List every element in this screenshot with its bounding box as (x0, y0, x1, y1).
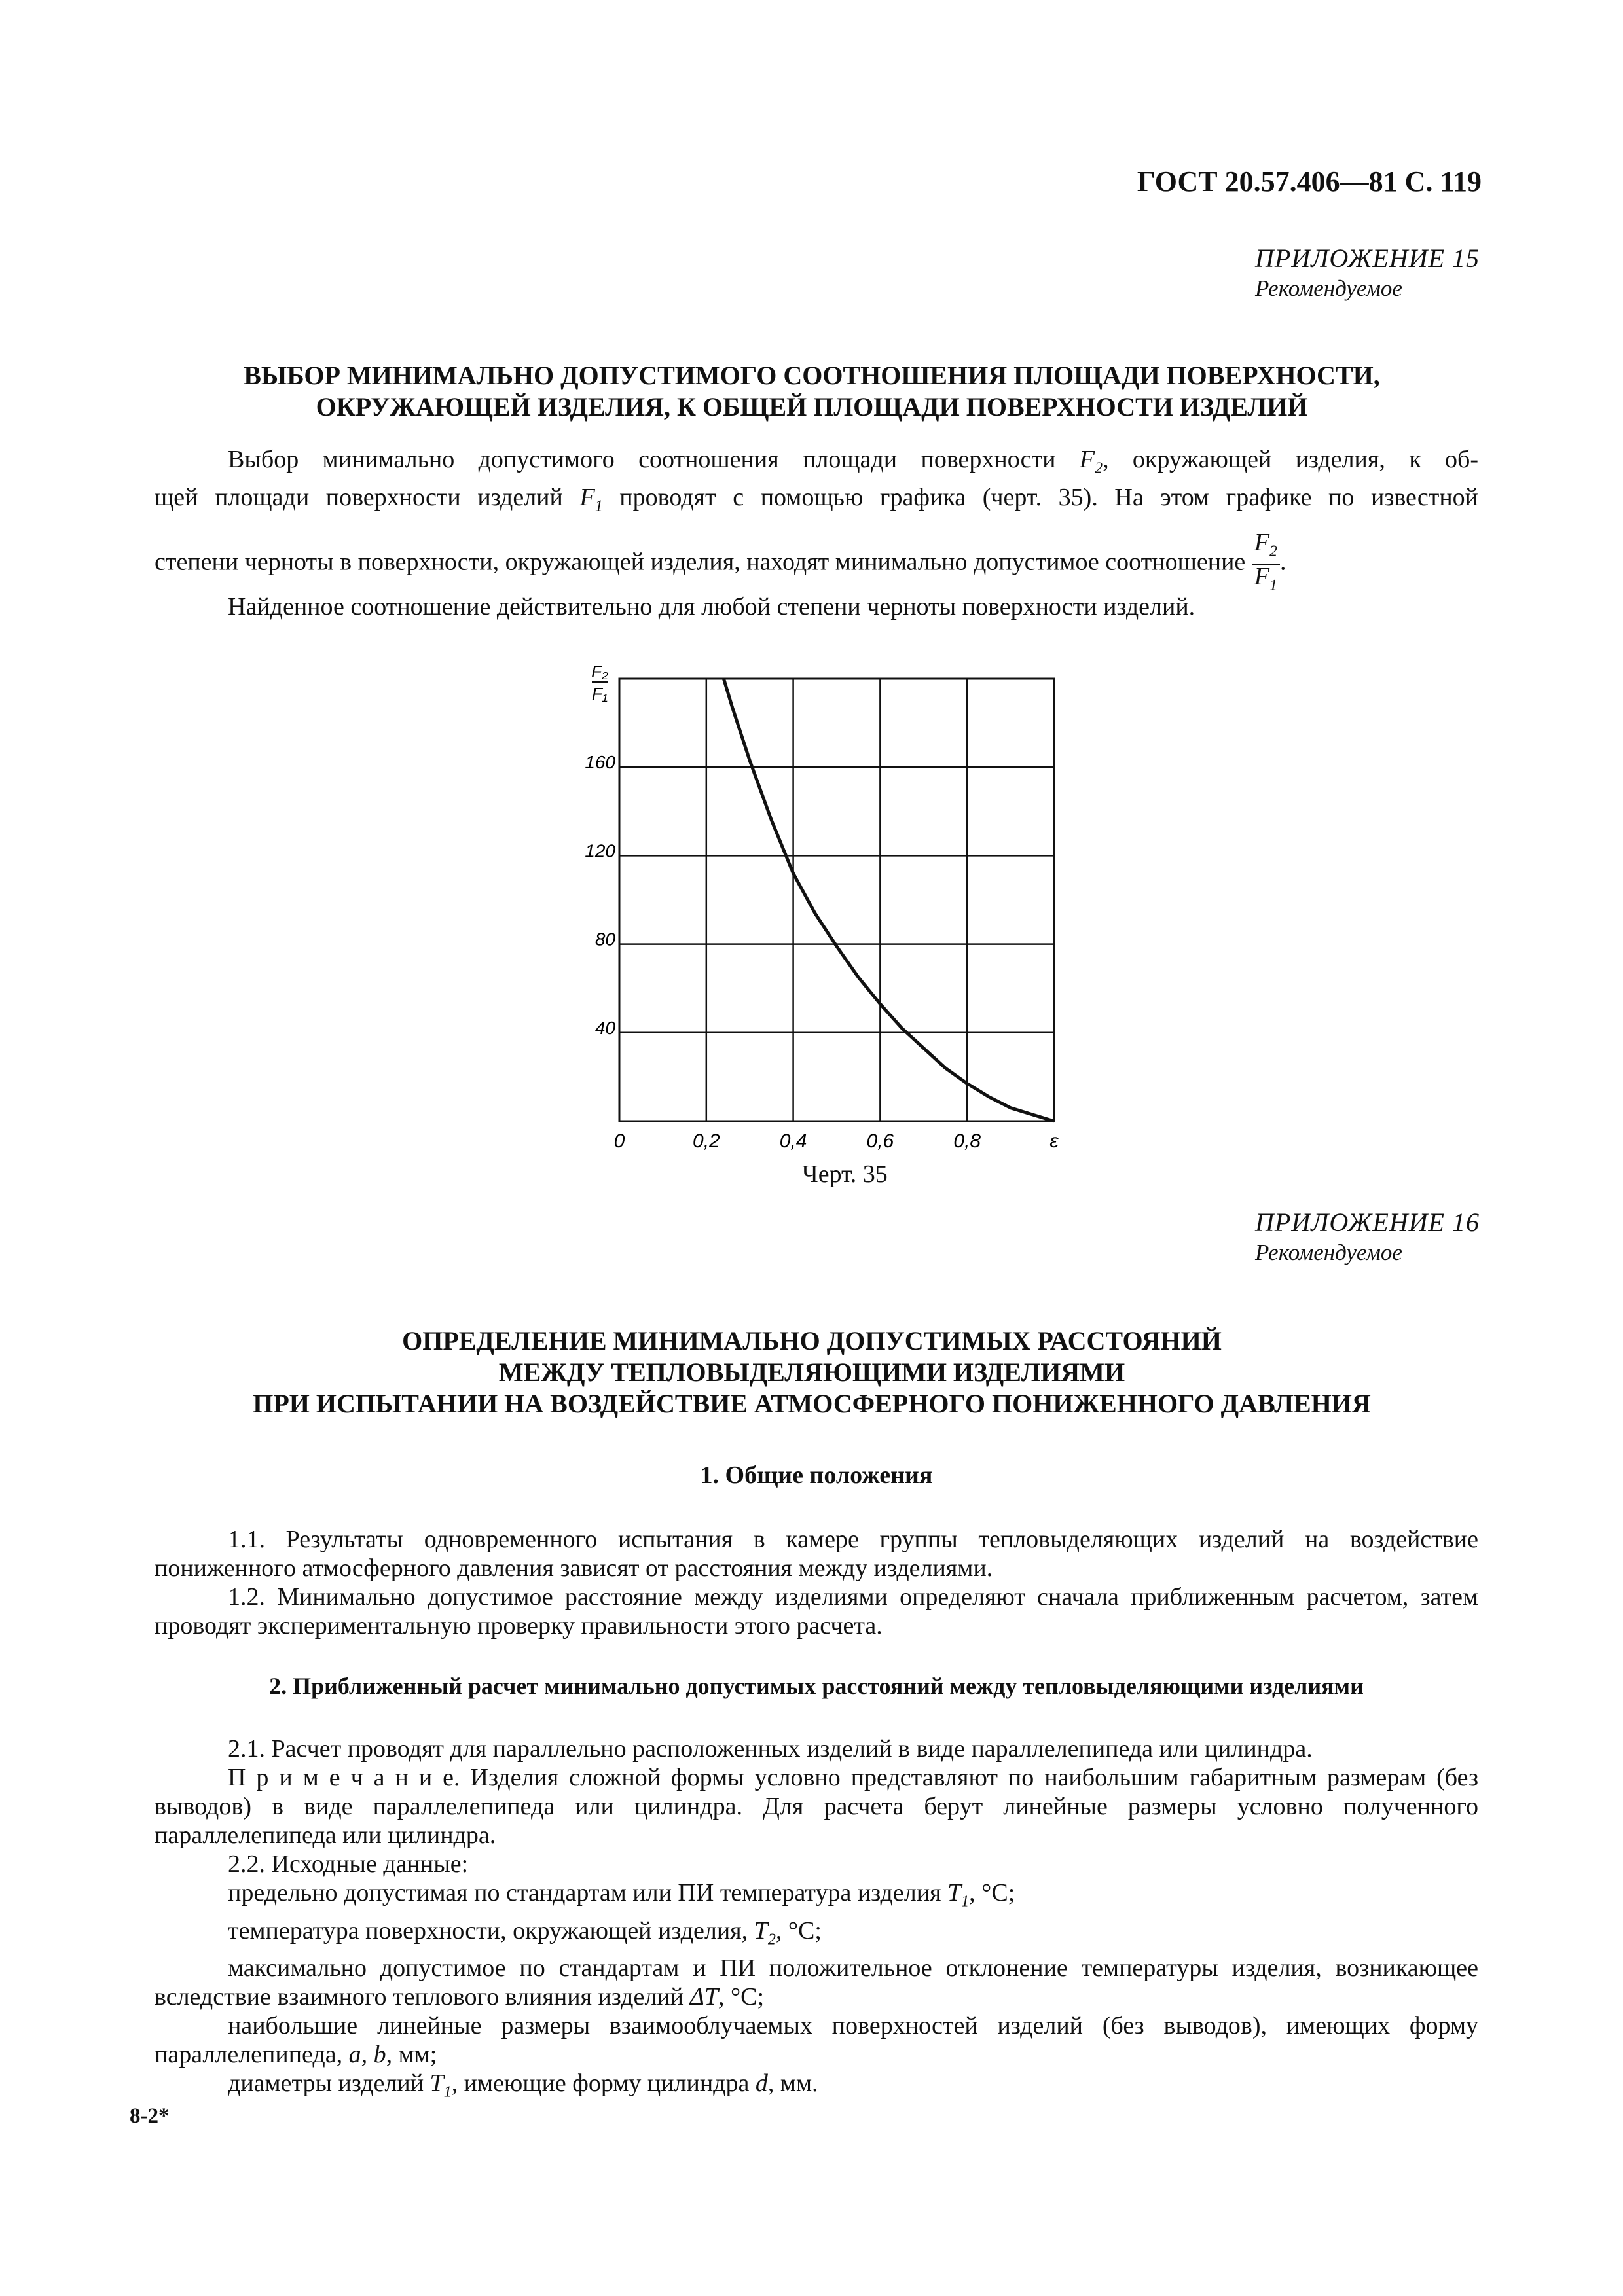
y-tick-label: 80 (594, 929, 615, 950)
input-item-3: максимально допустимое по стандартам и ПИ положительное отклонение температуры изделия, возникающее вследствие взаимного теплового влияния изделий ΔT, °С; (155, 1954, 1478, 2011)
section-1-heading: 1. Общие положения (700, 1462, 933, 1489)
y-label-f2: F₂ (591, 662, 608, 681)
x-tick-label: ε (1049, 1130, 1059, 1152)
y-tick-label: 40 (594, 1017, 615, 1038)
x-tick-label: 0,2 (692, 1130, 720, 1152)
fraction-f2-f1: $\frac{F_2}{F_1}$ (1252, 531, 1280, 597)
appendix-15-paragraph (155, 445, 1478, 597)
section-2-body (155, 1734, 1478, 2107)
appendix-16-title (157, 1325, 1467, 1420)
y-tick-label: 160 (585, 752, 615, 773)
appendix-15-title-line1: ВЫБОР МИНИМАЛЬНО ДОПУСТИМОГО СООТНОШЕНИЯ ПЛОЩАДИ ПОВЕРХНОСТИ, (244, 361, 1380, 390)
chart-35 (576, 658, 1113, 1155)
input-item-4: наибольшие линейные размеры взаимооблучаемых поверхностей изделий (без выводов), имеющих форму параллелепипеда, a, b, мм; (155, 2012, 1478, 2069)
paragraph-2-1: 2.1. Расчет проводят для параллельно расположенных изделий в виде параллелепипеда или цилиндра. (228, 1735, 1313, 1763)
chart-frame (619, 679, 1054, 1121)
paragraph-line-3: степени черноты в поверхности, окружающей изделия, находят минимально допустимое соотношение $\frac{F_2}{F_1}$ . (155, 531, 1478, 597)
figure-caption: Черт. 35 (802, 1160, 888, 1188)
chart-line-layer (723, 679, 1054, 1121)
appendix-15-label (1255, 243, 1480, 304)
note-label: П р и м е ч а н и е. (228, 1764, 460, 1791)
input-item-5: диаметры изделий $T_1$, имеющие форму цилиндра d, мм. (228, 2070, 818, 2101)
paragraph-1-2: 1.2. Минимально допустимое расстояние между изделиями определяют сначала приближенным расчетом, затем проводят экспериментальную проверку правильности этого расчета. (155, 1583, 1478, 1640)
paragraph-1-1: 1.1. Результаты одновременного испытания в камере группы тепловыделяющих изделий на воздействие пониженного атмосферного давления зависят от расстояния между изделиями. (155, 1526, 1478, 1582)
note (155, 1763, 1478, 1850)
var-f1: $F_1$ (579, 483, 603, 515)
appendix-15-title (157, 360, 1467, 423)
appendix-16-title-line2: МЕЖДУ ТЕПЛОВЫДЕЛЯЮЩИМИ ИЗДЕЛИЯМИ (498, 1357, 1125, 1387)
appendix-16-title-line1: ОПРЕДЕЛЕНИЕ МИНИМАЛЬНО ДОПУСТИМЫХ РАССТОЯНИЙ (402, 1326, 1222, 1355)
appendix-15-paragraph-2: Найденное соотношение действительно для любой степени черноты поверхности изделий. (228, 593, 1195, 620)
x-tick-label: 0,8 (953, 1130, 981, 1152)
input-item-2: температура поверхности, окружающей изделия, $T_2$, °С; (228, 1916, 822, 1948)
paragraph-2-2: 2.2. Исходные данные: (228, 1850, 469, 1878)
appendix-16-status: Рекомендуемое (1255, 1240, 1402, 1265)
var-f2: $F_2$ (1079, 446, 1103, 477)
x-tick-label: 0,4 (779, 1130, 807, 1152)
paragraph-line-1: Выбор минимально допустимого соотношения площади поверхности $F_2$, окружающей изделия, к об- (228, 446, 1478, 477)
appendix-16-label (1255, 1208, 1480, 1268)
chart-y-axis-label (591, 662, 608, 704)
series-curve (723, 679, 1054, 1121)
appendix-16-number: ПРИЛОЖЕНИЕ 16 (1255, 1208, 1480, 1237)
chart-ticks (585, 752, 1059, 1152)
appendix-16-title-line3: ПРИ ИСПЫТАНИИ НА ВОЗДЕЙСТВИЕ АТМОСФЕРНОГО ПОНИЖЕННОГО ДАВЛЕНИЯ (253, 1389, 1371, 1418)
x-tick-label: 0 (613, 1130, 625, 1152)
paragraph-line-2: щей площади поверхности изделий $F_1$ проводят с помощью графика (черт. 35). На этом графике по известной (155, 483, 1479, 515)
appendix-15-number: ПРИЛОЖЕНИЕ 15 (1255, 243, 1480, 273)
input-item-1: предельно допустимая по стандартам или ПИ температура изделия $T_1$, °С; (228, 1879, 1015, 1910)
x-tick-label: 0,6 (866, 1130, 894, 1152)
appendix-15-status: Рекомендуемое (1255, 276, 1402, 301)
appendix-15-title-line2: ОКРУЖАЮЩЕЙ ИЗДЕЛИЯ, К ОБЩЕЙ ПЛОЩАДИ ПОВЕРХНОСТИ ИЗДЕЛИЙ (316, 392, 1308, 422)
page-footer-code: 8-2* (130, 2104, 170, 2128)
chart-grid (619, 679, 1054, 1121)
y-tick-label: 120 (585, 840, 615, 861)
plot-frame (619, 679, 1054, 1121)
y-label-f1: F₁ (591, 684, 608, 704)
page-header: ГОСТ 20.57.406—81 С. 119 (1137, 166, 1482, 198)
note-text: Изделия сложной формы условно представляют по наибольшим габаритным размерам (без выводов) в виде параллелепипеда или цилиндра. Для расчета берут линейные размеры условно полученного параллелепипеда или цилиндра. (155, 1764, 1478, 1849)
section-2-heading: 2. Приближенный расчет минимально допустимых расстояний между тепловыделяющими изделиями (269, 1673, 1364, 1699)
